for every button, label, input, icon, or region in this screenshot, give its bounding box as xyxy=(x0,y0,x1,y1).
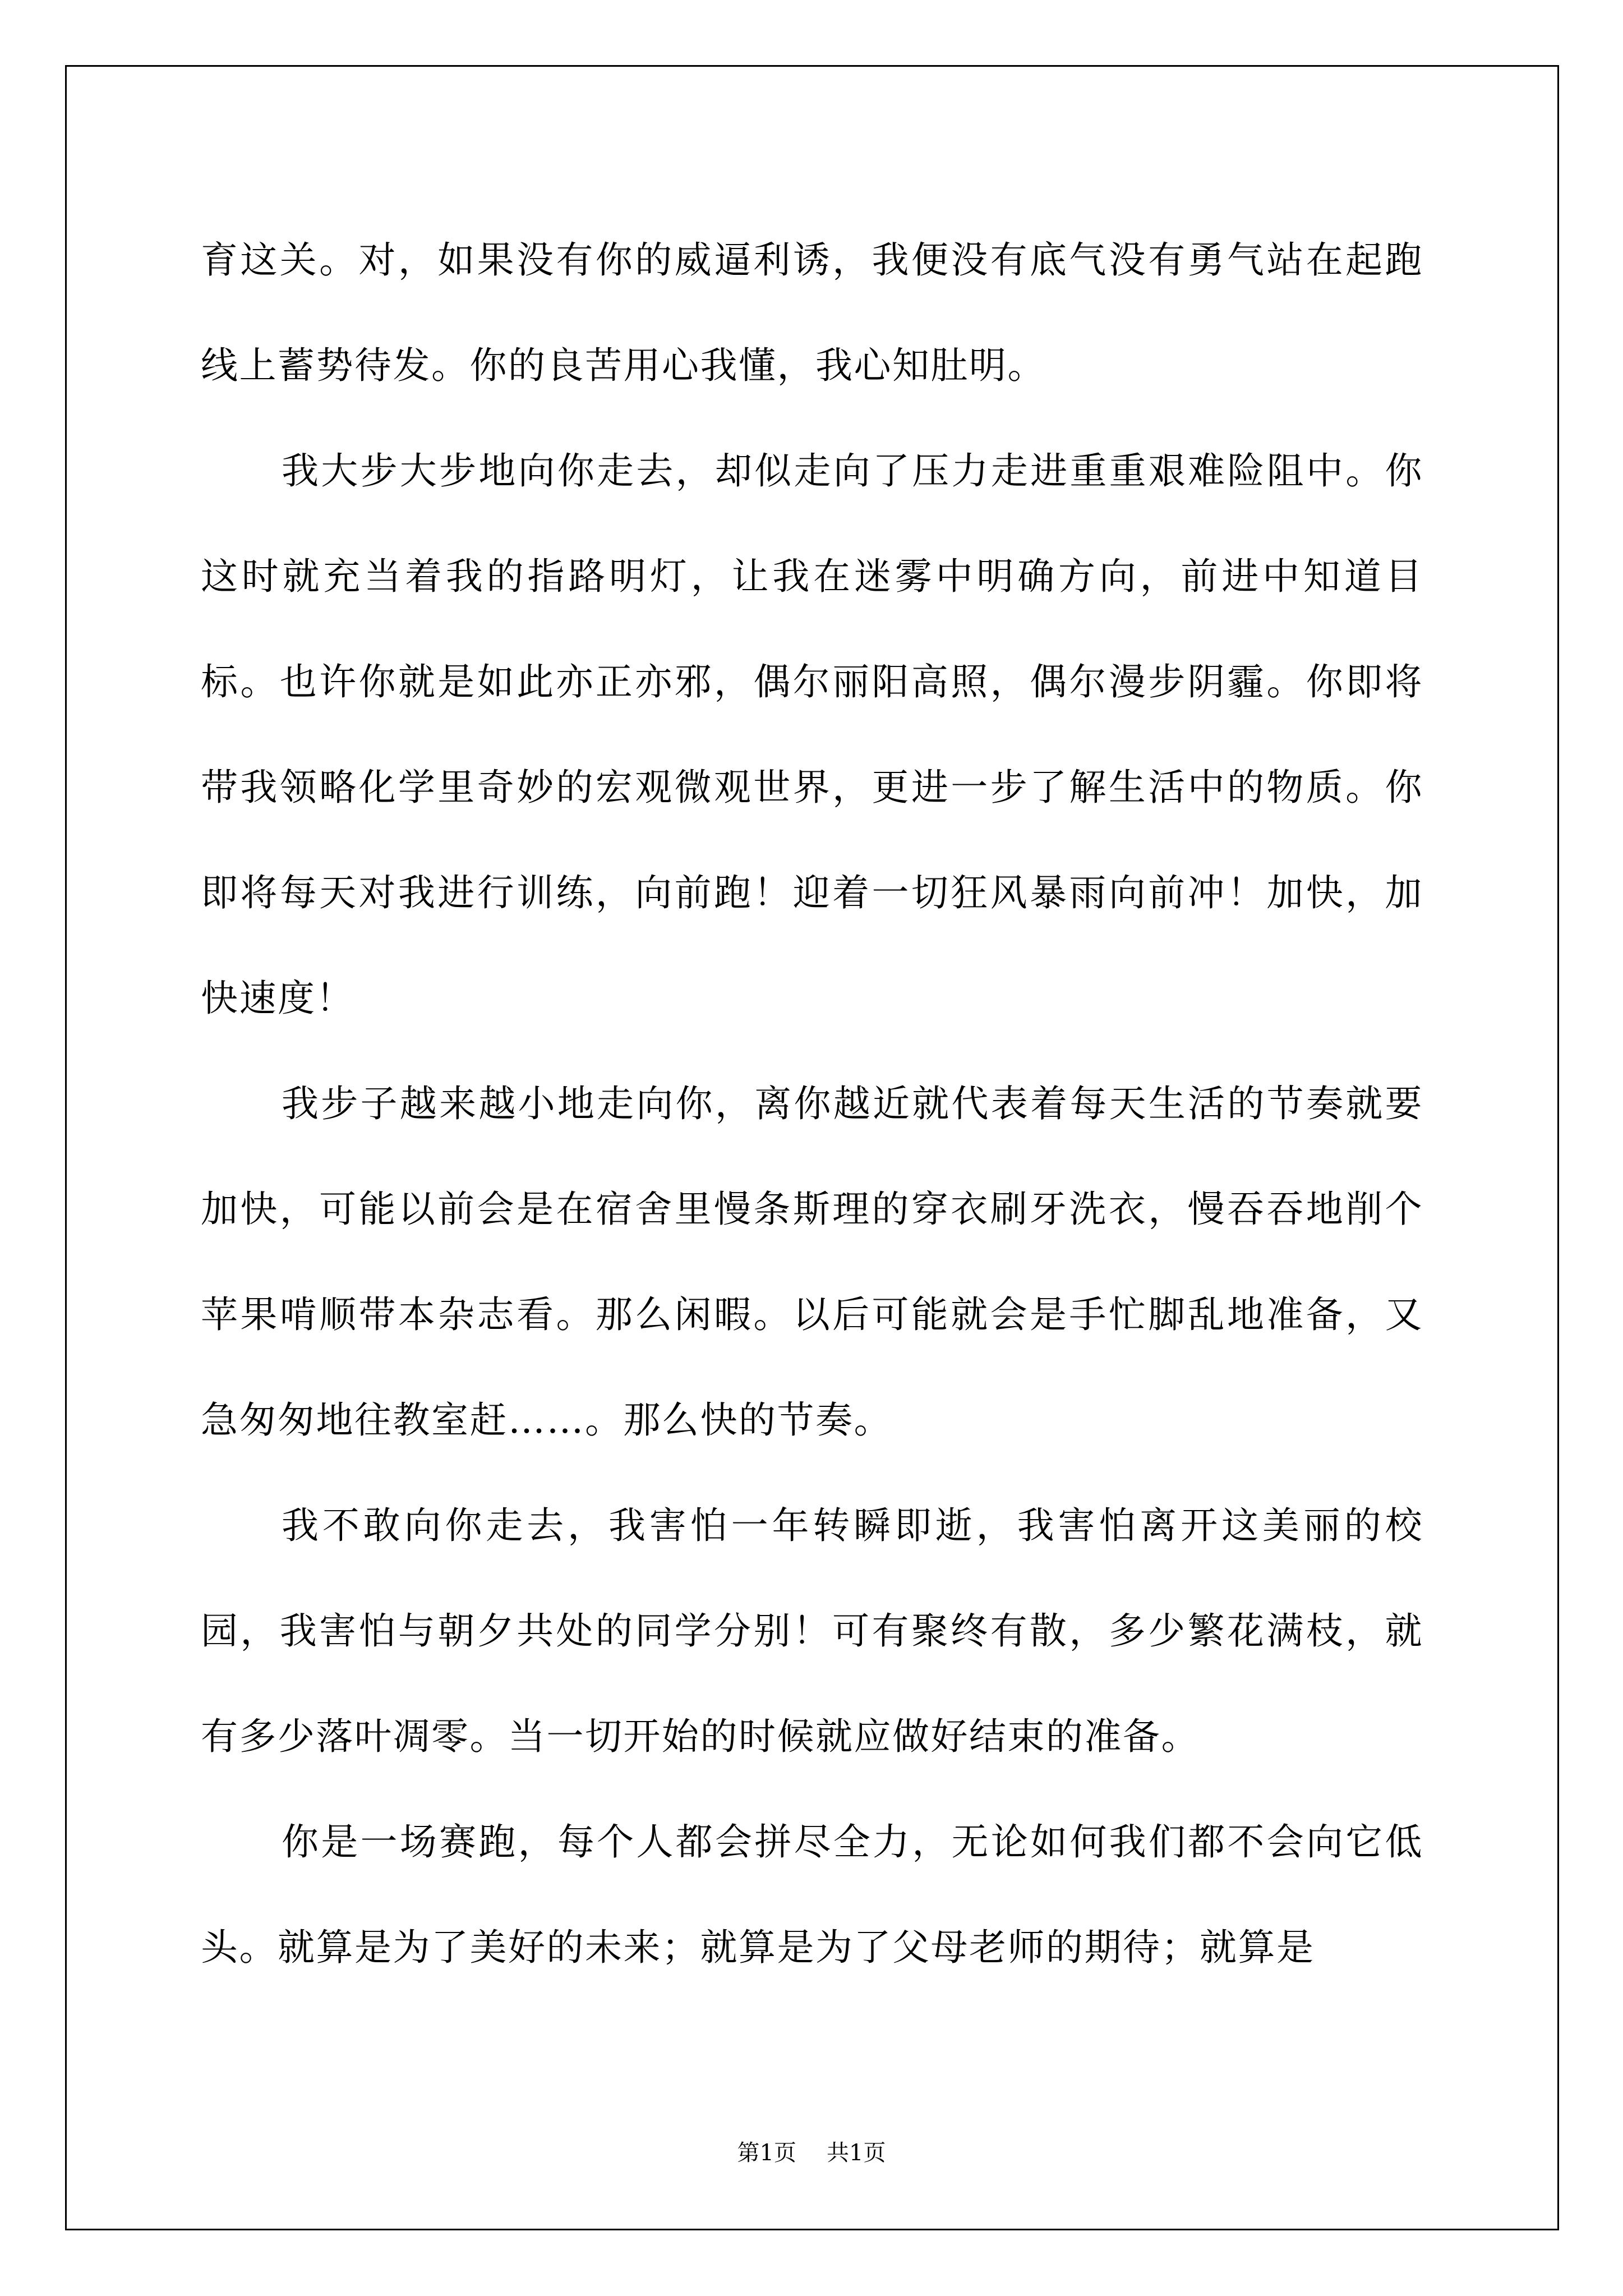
paragraph-5: 你是一场赛跑，每个人都会拼尽全力，无论如何我们都不会向它低头。就算是为了美好的未来；就算是为了父母老师的期待；就算是 xyxy=(201,1820,1423,1969)
paragraph-3: 我步子越来越小地走向你，离你越近就代表着每天生活的节奏就要加快，可能以前会是在宿舍里慢条斯理的穿衣刷牙洗衣，慢吞吞地削个苹果啃顺带本杂志看。那么闲暇。以后可能就会是手忙脚乱地准备，又急匆匆地往教室赶……。那么快的节奏。 xyxy=(201,1082,1423,1442)
paragraph-2: 我大步大步地向你走去，却似走向了压力走进重重艰难险阻中。你这时就充当着我的指路明灯，让我在迷雾中明确方向，前进中知道目标。也许你就是如此亦正亦邪，偶尔丽阳高照，偶尔漫步阴霾。你即将带我领略化学里奇妙的宏观微观世界，更进一步了解生活中的物质。你即将每天对我进行训练，向前跑！迎着一切狂风暴雨向前冲！加快，加快速度！ xyxy=(201,449,1423,1020)
page-total: 共1页 xyxy=(827,2140,886,2166)
document-body xyxy=(201,208,1423,2000)
paragraph-4: 我不敢向你走去，我害怕一年转瞬即逝，我害怕离开这美丽的校园，我害怕与朝夕共处的同学分别！可有聚终有散，多少繁花满枝，就有多少落叶凋零。当一切开始的时候就应做好结束的准备。 xyxy=(201,1504,1423,1758)
paragraph-1: 育这关。对，如果没有你的威逼利诱，我便没有底气没有勇气站在起跑线上蓄势待发。你的良苦用心我懂，我心知肚明。 xyxy=(201,238,1423,387)
page-footer xyxy=(0,2135,1623,2167)
page-number: 第1页 xyxy=(737,2140,796,2166)
